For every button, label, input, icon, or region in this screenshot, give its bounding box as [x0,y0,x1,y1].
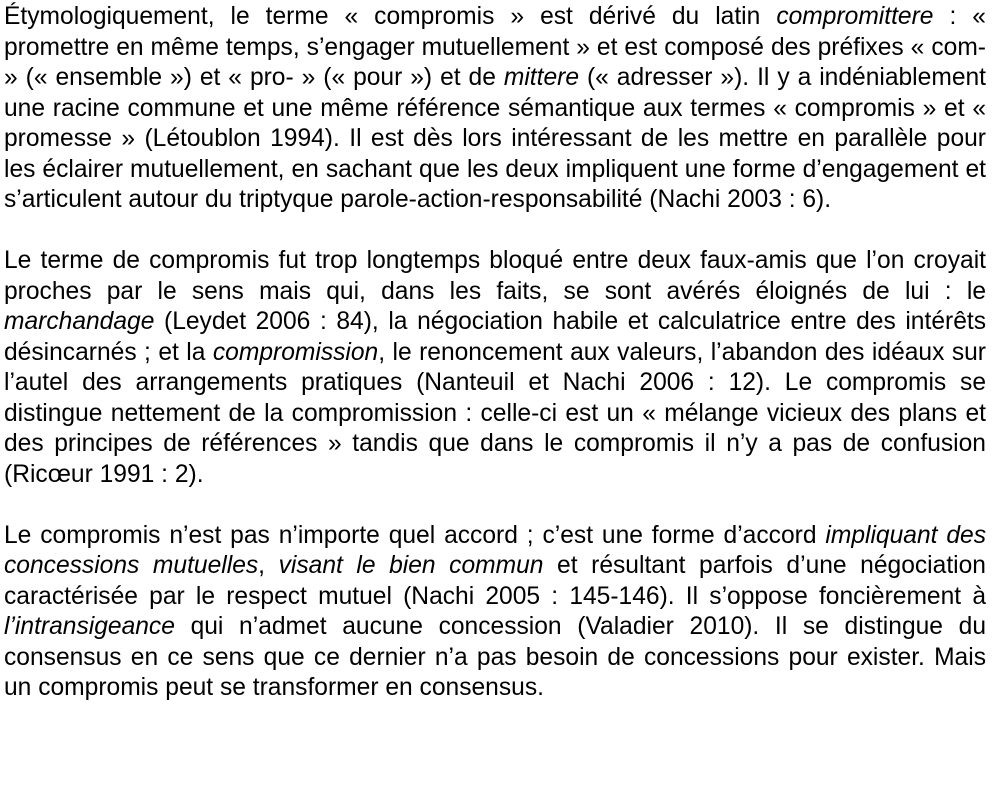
text-segment: Étymologiquement, le terme « compromis » est dérivé du latin [4,3,777,30]
text-segment: Le terme de compromis fut trop longtemps bloqué entre deux faux-amis que l’on croyait proches par le sens mais qui, dans les faits, se sont avérés éloignés de lui : le [4,247,986,305]
text-segment: : « promettre en même temps, s’engager mutuellement » et est composé des préfixes « com- » (« ensemble ») et « pro- » (« pour ») et de [4,3,986,91]
document-body [4,2,986,704]
text-segment: qui n’admet aucune concession (Valadier 2010). Il se distingue du consensus en ce sens que ce dernier n’a pas besoin de concessions pour exister. Mais un compromis peut se transformer en consensus. [4,613,986,701]
paragraph-etymology [4,2,986,216]
italic-term: compromittere [776,3,934,30]
text-segment: Le compromis n’est pas n’importe quel accord ; c’est une forme d’accord [4,521,826,549]
text-segment: et résultant parfois d’une négociation caractérisée par le respect mutuel (Nachi 2005 : 145-146). Il s’oppose foncièrement à [4,552,986,610]
italic-term: marchandage [4,308,155,335]
italic-term: visant le bien commun [278,552,544,579]
paragraph-false-friends [4,246,986,490]
text-segment: (Leydet 2006 : 84), la négociation habile et calculatrice entre des intérêts désincarnés ; et la [4,308,986,366]
paragraph-definition [4,521,986,704]
text-segment: , le renoncement aux valeurs, l’abandon des idéaux sur l’autel des arrangements pratiques (Nanteuil et Nachi 2006 : 12). Le compromis se distingue nettement de la compromission : celle-ci est un « mélange vicieux des plans et des principes de références » tandis que dans le compromis il n’y a pas de confusion (Ricœur 1991 : 2). [4,338,986,488]
italic-term: mittere [503,64,580,91]
italic-term: compromission [212,338,379,366]
text-segment: (« adresser »). Il y a indéniablement une racine commune et une même référence sémantique aux termes « compromis » et « promesse » (Létoublon 1994). Il est dès lors intéressant de les mettre en parallèle pour les éclairer mutuellement, en sachant que les deux impliquent une forme d’engagement et s’articulent autour du triptyque parole-action-responsabilité (Nachi 2003 : 6). [4,64,987,213]
italic-term: l’intransigeance [4,613,175,640]
italic-term: impliquant des concessions mutuelles [4,521,986,579]
text-segment: , [258,552,279,579]
